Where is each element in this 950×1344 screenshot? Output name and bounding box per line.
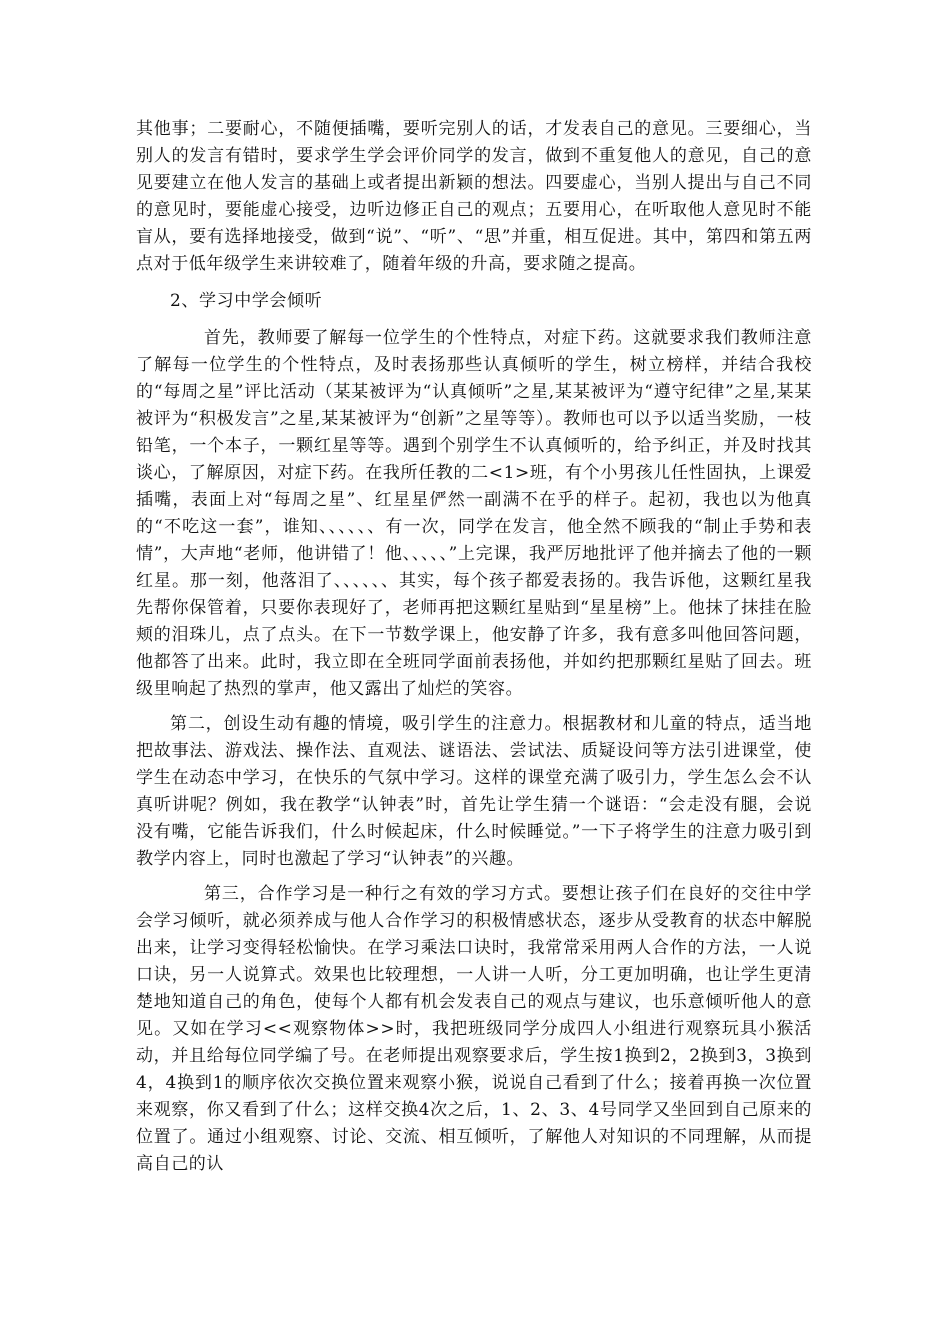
paragraph-third: 第三，合作学习是一种行之有效的学习方式。要想让孩子们在良好的交往中学会学习倾听，就必须养成与他人合作学习的积极情感状态，逐步从受教育的状态中解脱出来，让学习变得轻松愉快。在学习乘法口诀时，我常常采用两人合作的方法，一人说口诀，另一人说算式。效果也比较理想，一人讲一人听，分工更加明确，也让学生更清楚地知道自己的角色，使每个人都有机会发表自己的观点与建议，也乐意倾听他人的意见。又如在学习<<观察物体>>时，我把班级同学分成四人小组进行观察玩具小猴活动，并且给每位同学编了号。在老师提出观察要求后，学生按1换到2，2换到3，3换到4，4换到1的顺序依次交换位置来观察小猴，说说自己看到了什么；接着再换一次位置来观察，你又看到了什么；这样交换4次之后，1、2、3、4号同学又坐回到自己原来的位置了。通过小组观察、讨论、交流、相互倾听，了解他人对知识的不同理解，从而提高自己的认 <box>136 884 812 1174</box>
paragraph-second: 第二，创设生动有趣的情境，吸引学生的注意力。根据教材和儿童的特点，适当地把故事法、游戏法、操作法、直观法、谜语法、尝试法、质疑设问等方法引进课堂，使学生在动态中学习，在快乐的气氛中学习。这样的课堂充满了吸引力，学生怎么会不认真听讲呢？例如，我在教学“认钟表”时，首先让学生猜一个谜语：“会走没有腿，会说没有嘴，它能告诉我们，什么时候起床，什么时候睡觉。”一下子将学生的注意力吸引到教学内容上，同时也激起了学习“认钟表”的兴趣。 <box>136 714 812 869</box>
paragraph-first: 首先，教师要了解每一位学生的个性特点，对症下药。这就要求我们教师注意了解每一位学生的个性特点，及时表扬那些认真倾听的学生，树立榜样，并结合我校的“每周之星”评比活动（某某被评为“认真倾听”之星,某某被评为“遵守纪律”之星,某某被评为“积极发言”之星,某某被评为“创新”之星等等）。教师也可以予以适当奖励，一枝铅笔，一个本子，一颗红星等等。遇到个别学生不认真倾听的，给予纠正，并及时找其谈心，了解原因，对症下药。在我所任教的二<1>班，有个小男孩儿任性固执，上课爱插嘴，表面上对“每周之星”、红星星俨然一副满不在乎的样子。起初，我也以为他真的“不吃这一套”，谁知、、、、、、有一次，同学在发言，他全然不顾我的“制止手势和表情”，大声地“老师，他讲错了！他、、、、、”上完课，我严厉地批评了他并摘去了他的一颗红星。那一刻，他落泪了、、、、、、其实，每个孩子都爱表扬的。我告诉他，这颗红星我先帮你保管着，只要你表现好了，老师再把这颗红星贴到“星星榜”上。他抹了抹挂在脸颊的泪珠儿，点了点头。在下一节数学课上，他安静了许多，我有意多叫他回答问题，他都答了出来。此时，我立即在全班同学面前表扬他，并如约把那颗红星贴了回去。班级里响起了热烈的掌声，他又露出了灿烂的笑容。 <box>136 328 812 699</box>
paragraph-listening-requirements: 其他事；二要耐心，不随便插嘴，要听完别人的话，才发表自己的意见。三要细心，当别人的发言有错时，要求学生学会评价同学的发言，做到不重复他人的意见，自己的意见要建立在他人发言的基础上或者提出新颖的想法。四要虚心，当别人提出与自己不同的意见时，要能虚心接受，边听边修正自己的观点；五要用心，在听取他人意见时不能盲从，要有选择地接受，做到“说”、“听”、“思”并重，相互促进。其中，第四和第五两点对于低年级学生来讲较难了，随着年级的升高，要求随之提高。 <box>136 119 812 274</box>
section-heading: 2、学习中学会倾听 <box>170 291 323 311</box>
document-page <box>136 116 812 1178</box>
